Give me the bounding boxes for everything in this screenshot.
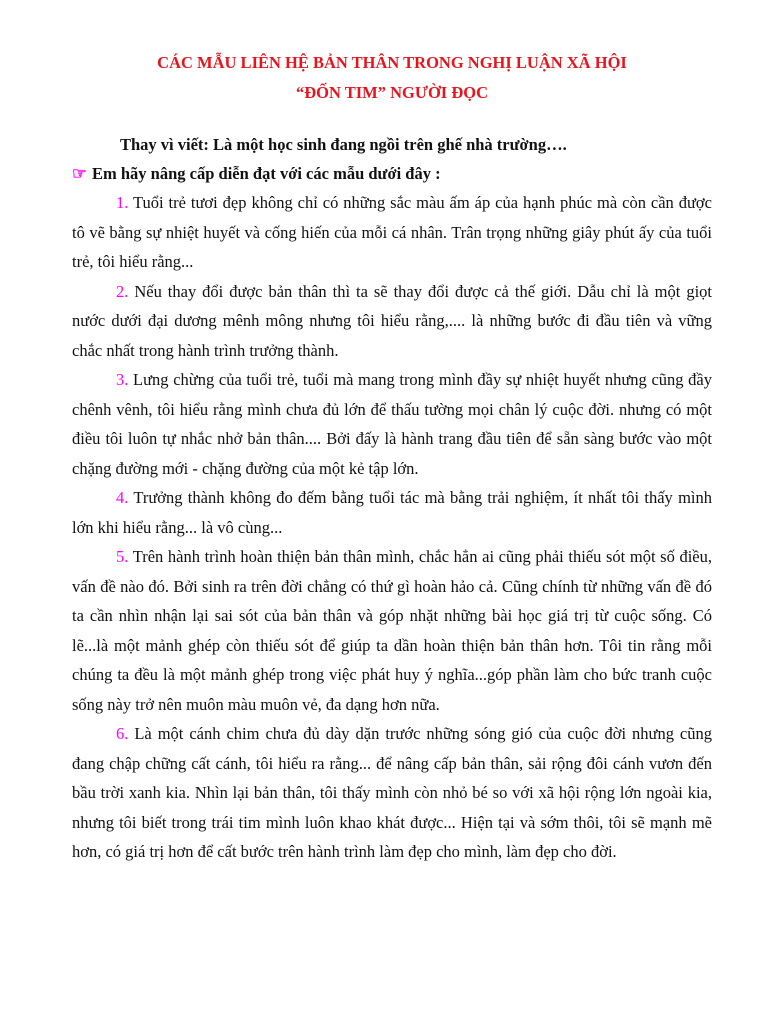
list-item	[72, 719, 712, 867]
intro-line: Thay vì viết: Là một học sinh đang ngồi trên ghế nhà trường….	[120, 135, 567, 154]
item-text: Trưởng thành không đo đếm bằng tuổi tác mà bằng trải nghiệm, ít nhất tôi thấy mình lớn khi hiểu rằng... là vô cùng...	[72, 488, 712, 537]
intro-upgrade-text: Em hãy nâng cấp diễn đạt với các mẫu dưới đây :	[92, 164, 441, 183]
list-item	[72, 483, 712, 542]
item-number: 4.	[116, 488, 129, 507]
title-line-2: “ĐỐN TIM” NGƯỜI ĐỌC	[295, 83, 489, 102]
pointing-hand-icon: ☞	[72, 164, 87, 183]
list-item	[72, 188, 712, 277]
list-item	[72, 365, 712, 483]
item-text: Lưng chừng của tuổi trẻ, tuổi mà mang trong mình đầy sự nhiệt huyết nhưng cũng đầy chênh vênh, tôi hiểu rằng mình chưa đủ lớn để thấu tường mọi chân lý cuộc đời. nhưng có một điều tôi luôn tự nhắc nhở bản thân.... Bởi đấy là hành trang đầu tiên để sẵn sàng bước vào một chặng đường mới - chặng đường của một kẻ tập lớn.	[72, 370, 712, 478]
item-number: 1.	[116, 193, 129, 212]
document-title	[72, 0, 712, 78]
intro-upgrade	[72, 159, 712, 188]
document-subtitle	[72, 78, 712, 108]
item-number: 2.	[116, 281, 129, 301]
item-number: 3.	[116, 370, 129, 389]
item-text: Tuổi trẻ tươi đẹp không chỉ có những sắc màu ấm áp của hạnh phúc mà còn cần được tô vẽ bằng sự nhiệt huyết và cống hiến của mỗi cá nhân. Trân trọng những giây phút ấy của tuổi trẻ, tôi hiểu rằng...	[72, 193, 712, 271]
list-item	[72, 542, 712, 719]
item-text: Là một cánh chim chưa đủ dày dặn trước những sóng gió của cuộc đời nhưng cũng đang chập chững cất cánh, tôi hiểu ra rằng... để nâng cấp bản thân, sải rộng đôi cánh vươn đến bầu trời xanh kia. Nhìn lại bản thân, tôi thấy mình còn nhỏ bé so với xã hội rộng lớn ngoài kia, nhưng tôi biết trong trái tim mình luôn khao khát được... Hiện tại và sớm thôi, tôi sẽ mạnh mẽ hơn, có giá trị hơn để cất bước trên hành trình làm đẹp cho mình, làm đẹp cho đời.	[72, 724, 712, 861]
title-line-1: CÁC MẪU LIÊN HỆ BẢN THÂN TRONG NGHỊ LUẬN XÃ HỘI	[157, 53, 627, 72]
item-number: 5.	[116, 547, 129, 566]
item-text: Trên hành trình hoàn thiện bản thân mình, chắc hẳn ai cũng phải thiếu sót một số điều, vấn đề nào đó. Bởi sinh ra trên đời chẳng có thứ gì hoàn hảo cả. Cũng chính từ những vấn đề đó ta cần nhìn nhận lại sai sót của bản thân và góp nhặt những bài học giá trị từ cuộc sống. Có lẽ...là một mảnh ghép còn thiếu sót để giúp ta dần hoàn thiện bản thân hơn. Tôi tin rằng mỗi chúng ta đều là một mảnh ghép trong việc phát huy ý nghĩa...góp phần làm cho bức tranh cuộc sống này trở nên muôn màu muôn vẻ, đa dạng hơn nữa.	[72, 547, 712, 714]
list-item	[72, 277, 712, 366]
item-number: 6.	[116, 724, 129, 743]
item-text: Nếu thay đổi được bản thân thì ta sẽ thay đổi được cả thế giới. Dẫu chỉ là một giọt nước dưới đại dương mênh mông nhưng tôi hiểu rằng,.... là những bước đi đầu tiên và vững chắc nhất trong hành trình trưởng thành.	[72, 281, 712, 360]
